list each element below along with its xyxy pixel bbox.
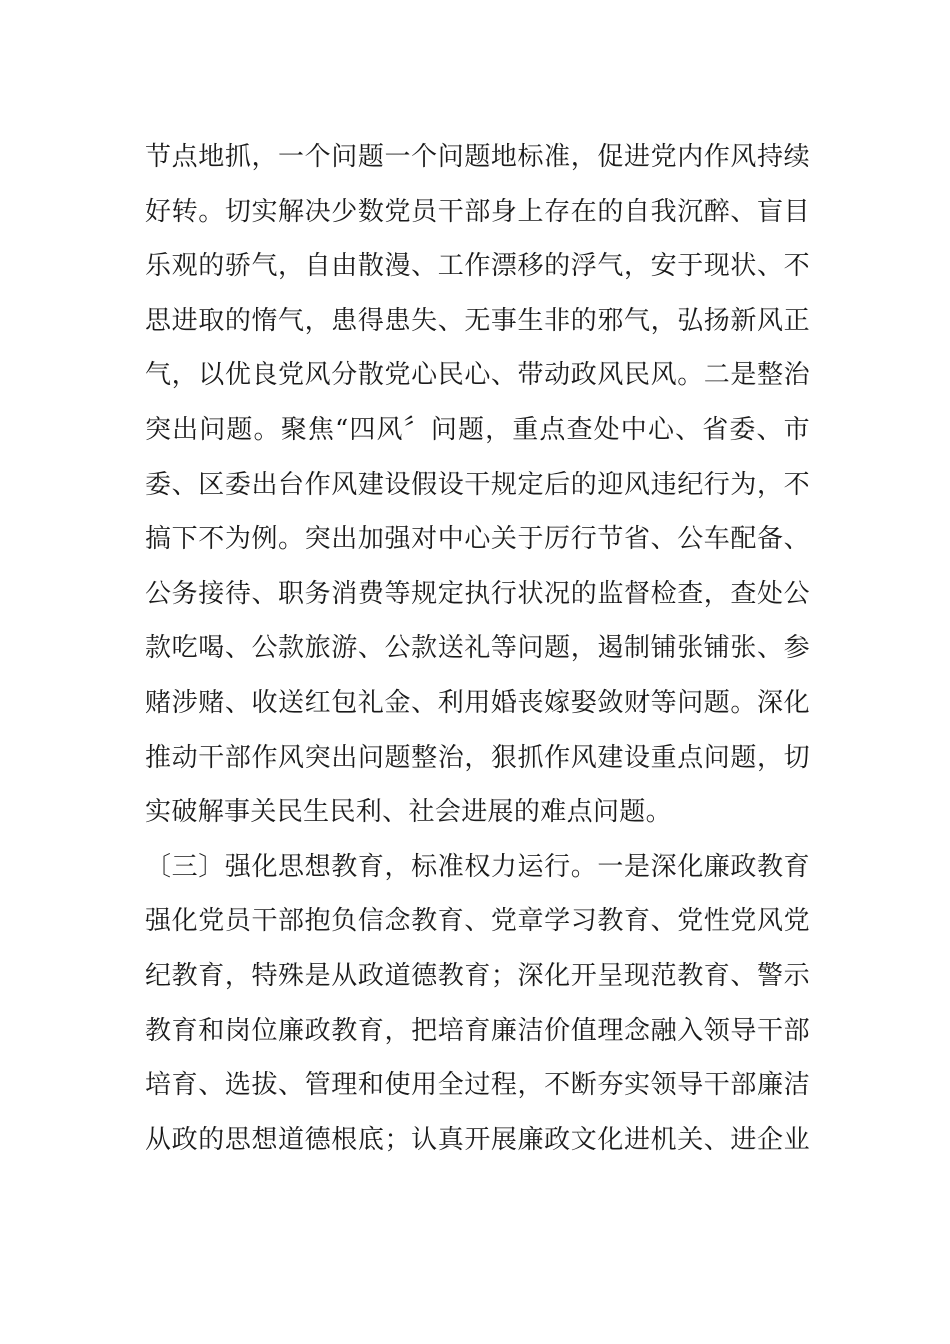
text-line: 好转。切实解决少数党员干部身上存在的自我沉醉、盲目 — [145, 196, 810, 227]
text-line: 气，以优良党风分散党心民心、带动政风民风。二是整治 — [145, 360, 810, 391]
text-line: 赌涉赌、收送红包礼金、利用婚丧嫁娶敛财等问题。深化 — [145, 687, 810, 718]
text-line: 实破解事关民生民利、社会进展的难点问题。 — [145, 797, 673, 828]
text-line: 款吃喝、公款旅游、公款送礼等问题，遏制铺张铺张、参 — [145, 633, 810, 664]
text-line: 教育和岗位廉政教育，把培育廉洁价值理念融入领导干部 — [145, 1015, 810, 1046]
text-line: 推动干部作风突出问题整治，狠抓作风建设重点问题，切 — [145, 742, 810, 773]
text-line: 强化党员干部抱负信念教育、党章学习教育、党性党风党 — [145, 906, 810, 937]
text-line: 搞下不为例。突出加强对中心关于厉行节省、公车配备、 — [145, 524, 810, 555]
text-line: 公务接待、职务消费等规定执行状况的监督检查，查处公 — [145, 578, 810, 609]
text-line: 委、区委出台作风建设假设干规定后的迎风违纪行为，不 — [145, 469, 810, 500]
text-line: 突出问题。聚焦“四风〞问题，重点查处中心、省委、市 — [145, 414, 810, 445]
text-line: 培育、选拔、管理和使用全过程，不断夯实领导干部廉洁 — [145, 1070, 810, 1101]
text-line: 〔三〕强化思想教育，标准权力运行。一是深化廉政教育 — [145, 851, 810, 882]
text-line: 乐观的骄气，自由散漫、工作漂移的浮气，安于现状、不 — [145, 251, 810, 282]
text-line: 节点地抓，一个问题一个问题地标准，促进党内作风持续 — [145, 142, 810, 172]
text-line: 从政的思想道德根底；认真开展廉政文化进机关、进企业 — [145, 1124, 810, 1155]
text-line: 纪教育，特殊是从政道德教育；深化开呈现范教育、警示 — [145, 960, 810, 991]
text-line: 思进取的惰气，患得患失、无事生非的邪气，弘扬新风正 — [145, 305, 810, 336]
body-text — [145, 130, 810, 1167]
